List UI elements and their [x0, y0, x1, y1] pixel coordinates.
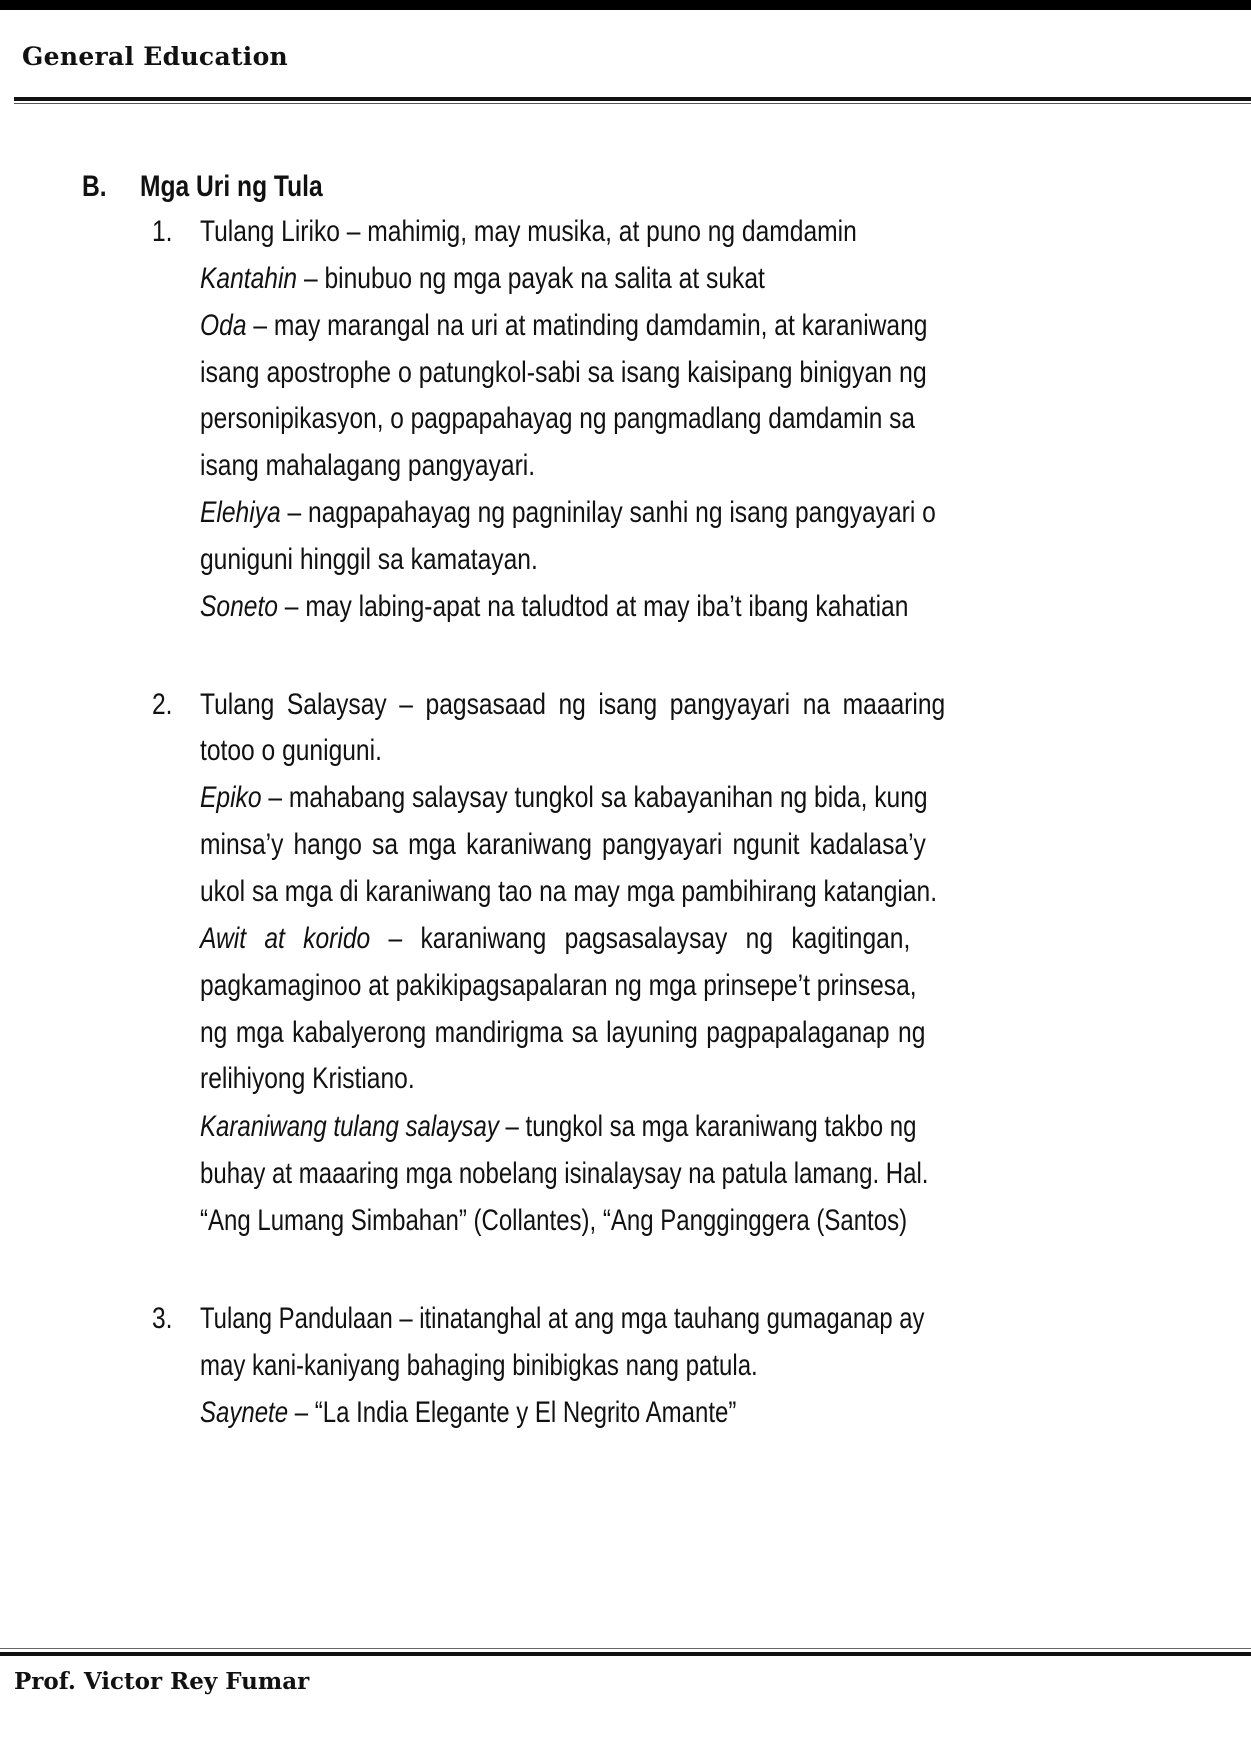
footer-rule-thin [0, 1648, 1251, 1649]
subtype-desc: – “La India Elegante y El Negrito Amante” [288, 1396, 737, 1429]
subtype-epiko [200, 781, 928, 815]
subtype-karaniwang-tulang-salaysay [200, 1110, 916, 1144]
subtype-term: Awit at korido [200, 922, 371, 955]
subtype-elehiya [200, 496, 936, 530]
subtype-awit-at-korido [200, 922, 910, 956]
page-header: General Education [22, 42, 289, 71]
subtype-desc: – nagpapahayag ng pagninilay sanhi ng isang pangyayari o [280, 496, 936, 529]
subtype-desc: – may marangal na uri at matinding damdamin, at karaniwang [246, 309, 928, 342]
subtype-term: Elehiya [200, 496, 281, 529]
subtype-desc-line: guniguni hinggil sa kamatayan. [200, 543, 538, 576]
section-title: Mga Uri ng Tula [140, 170, 323, 203]
subtype-desc-line: relihiyong Kristiano. [200, 1062, 415, 1095]
subtype-desc: – may labing-apat na taludtod at may iba’t ibang kahatian [277, 590, 909, 623]
page-footer: Prof. Victor Rey Fumar [14, 1668, 310, 1695]
subtype-term: Karaniwang tulang salaysay [200, 1110, 499, 1143]
item-heading-line: may kani-kaniyang bahaging binibigkas nang patula. [200, 1349, 758, 1382]
subtype-desc-line: ng mga kabalyerong mandirigma sa layuning pagpapalaganap ng [200, 1016, 926, 1049]
subtype-term: Epiko [200, 781, 262, 814]
subtype-oda [200, 309, 927, 343]
item-number: 1. [152, 215, 173, 248]
subtype-saynete [200, 1396, 736, 1430]
section-letter: B. [82, 170, 107, 203]
subtype-term: Kantahin [200, 262, 298, 295]
subtype-desc-line: “Ang Lumang Simbahan” (Collantes), “Ang Pangginggera (Santos) [200, 1204, 908, 1237]
subtype-desc: – binubuo ng mga payak na salita at sukat [297, 262, 765, 295]
footer-rule [0, 1652, 1251, 1656]
top-border [0, 0, 1251, 10]
subtype-desc: – mahabang salaysay tungkol sa kabayanihan ng bida, kung [261, 781, 928, 814]
subtype-soneto [200, 590, 908, 624]
header-rule-thin [14, 103, 1251, 104]
subtype-desc-line: personipikasyon, o pagpapahayag ng pangmadlang damdamin sa [200, 402, 915, 435]
subtype-desc-line: buhay at maaaring mga nobelang isinalaysay na patula lamang. Hal. [200, 1157, 929, 1190]
subtype-term: Saynete [200, 1396, 289, 1429]
item-number: 2. [152, 688, 173, 721]
subtype-term: Oda [200, 309, 247, 342]
subtype-kantahin [200, 262, 765, 296]
subtype-desc-line: minsa’y hango sa mga karaniwang pangyayari ngunit kadalasa’y [200, 828, 926, 861]
subtype-desc-line: pagkamaginoo at pakikipagsapalaran ng mga prinsepe’t prinsesa, [200, 969, 917, 1002]
item-number: 3. [152, 1302, 173, 1335]
header-rule [14, 97, 1251, 101]
subtype-desc: – karaniwang pagsasalaysay ng kagitingan, [370, 922, 911, 955]
subtype-desc: – tungkol sa mga karaniwang takbo ng [498, 1110, 917, 1143]
subtype-desc-line: ukol sa mga di karaniwang tao na may mga pambihirang katangian. [200, 875, 938, 908]
subtype-term: Soneto [200, 590, 278, 623]
subtype-desc-line: isang mahalagang pangyayari. [200, 449, 536, 482]
item-heading: Tulang Salaysay – pagsasaad ng isang pangyayari na maaaring [200, 688, 946, 721]
item-heading: Tulang Pandulaan – itinatanghal at ang mga tauhang gumaganap ay [200, 1302, 925, 1335]
subtype-desc-line: isang apostrophe o patungkol-sabi sa isang kaisipang binigyan ng [200, 356, 927, 389]
item-heading-line: totoo o guniguni. [200, 734, 382, 767]
item-heading: Tulang Liriko – mahimig, may musika, at puno ng damdamin [200, 215, 857, 248]
